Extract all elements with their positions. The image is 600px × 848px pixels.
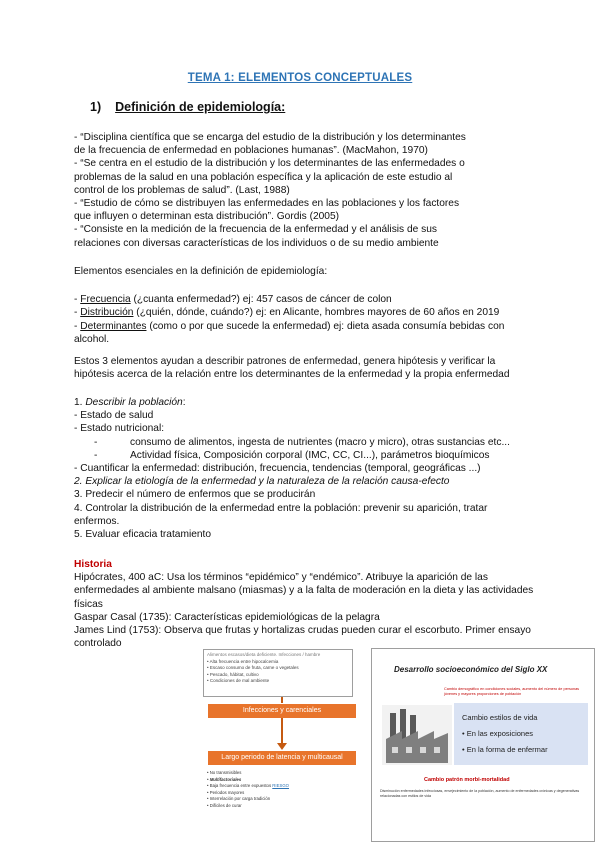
arrow-line — [281, 718, 283, 744]
diagram-bottom-list: • No transmisibles • Multifactoriales • Baja frecuencia entre expuestos RIESGO • Periodos mayores • Interrelación por carga tradición • Difíciles de curar — [207, 770, 290, 808]
morbidity-change-label: Cambio patrón morbi-mortalidad — [424, 777, 510, 783]
step-1: 1. Describir la población: — [74, 397, 186, 408]
history-line: físicas — [74, 598, 103, 610]
diagram-left-top-box: Alimentos escasos/dieta deficiente. Infecciones / hambre • Alta frecuencia entre hipocalcemia • Escaso consumo de fruta, carne o vegetales • Pescado, hábitat, cultivo • Condiciones de mal ambiente — [203, 649, 353, 697]
epidemiology-transition-diagram — [193, 646, 595, 842]
history-line: enfermedades al ambiente malsano (miasmas) y a la falta de moderación en la dieta y las actividades — [74, 585, 534, 597]
history-line: James Lind (1753): Observa que frutas y hortalizas crudas pueden curar el escorbuto. Primer ensayo — [74, 625, 531, 637]
step-bullet: - Estado de salud — [74, 410, 154, 422]
history-heading: Historia — [74, 559, 112, 570]
page-title: TEMA 1: ELEMENTOS CONCEPTUALES — [187, 72, 413, 84]
elements-continuation: alcohol. — [74, 333, 110, 345]
step-bullet: - Estado nutricional: — [74, 423, 165, 435]
summary-block — [74, 355, 534, 381]
definition-line: - “Disciplina científica que se encarga del estudio de la distribución y los determinantes — [74, 132, 466, 143]
summary-line: hipótesis acerca de la relación entre los determinantes de la enfermedad y la propia enfermedad — [74, 369, 510, 381]
factory-icon — [382, 705, 452, 765]
orange-banner-top: Infecciones y carenciales — [208, 704, 356, 718]
history-block — [74, 558, 534, 650]
step-3: 3. Predecir el número de enfermos que se producirán — [74, 489, 316, 501]
definitions-block — [74, 131, 529, 250]
section-heading — [90, 100, 285, 114]
definition-line: relaciones con diversas características de los individuos o de su medio ambiente — [74, 237, 439, 249]
definition-line: control de los problemas de salud”. (Last, 1988) — [74, 184, 290, 196]
right-box-title: Desarrollo socioeconómico del Siglo XX — [394, 665, 548, 674]
step-4: 4. Controlar la distribución de la enfermedad entre la población: prevenir su aparición, tratar — [74, 502, 488, 514]
riesgo-label: RIESGO — [272, 783, 290, 788]
history-line: Hipócrates, 400 aC: Usa los términos “epidémico” y “endémico”. Atribuye la aparición de las — [74, 572, 488, 584]
history-line: Gaspar Casal (1735): Características epidemiológicas de la pelagra — [74, 611, 380, 623]
right-box-note: Cambio demográfico en condiciones sociales, aumento del número de personas jóvenes y mayores proporciones de población — [444, 687, 580, 696]
diagram-right-box — [371, 648, 595, 842]
element-distribution: - Distribución (¿quién, dónde, cuándo?) ej: en Alicante, hombres mayores de 60 años en 2019 — [74, 307, 500, 319]
step-subbullet: - Actividad física, Composición corporal (IMC, CC, CI...), parámetros bioquímicos — [94, 449, 490, 461]
elements-intro: Elementos esenciales en la definición de epidemiología: — [74, 266, 328, 277]
section-number: 1) — [90, 100, 102, 114]
step-bullet: - Cuantificar la enfermedad: distribución, frecuencia, tendencias (temporal, geográficas ...) — [74, 463, 481, 475]
definition-line: que influyen o determinan esta distribución”. Gordis (2005) — [74, 211, 340, 223]
step-2: 2. Explicar la etiología de la enfermedad y la naturaleza de la relación causa-efecto — [74, 476, 450, 488]
arrow-down-icon — [277, 743, 287, 750]
arrow-line — [281, 697, 283, 703]
history-line: controlado — [74, 638, 122, 650]
element-frequency: - Frecuencia (¿cuanta enfermedad?) ej: 457 casos de cáncer de colon — [74, 294, 392, 306]
definition-line: problemas de la salud en una población específica y la aplicación de este estudio al — [74, 171, 453, 183]
orange-banner-bottom: Largo periodo de latencia y multicausal — [208, 751, 356, 765]
elements-block — [74, 265, 529, 346]
definition-line: - “Consiste en la medición de la frecuencia de la enfermedad y el análisis de sus — [74, 224, 437, 236]
right-box-footnote: Disminución enfermedades infecciosas, envejecimiento de la población, aumento de enfermedades crónicas y degenerativas relacionadas con estilos de vida — [380, 789, 580, 798]
definition-line: - “Estudio de cómo se distribuyen las enfermedades en las poblaciones y los factores — [74, 198, 460, 210]
definition-line: de la frecuencia de enfermedad en poblaciones humanas”. (MacMahon, 1970) — [74, 145, 428, 157]
steps-block — [74, 396, 534, 541]
step-4-cont: enfermos. — [74, 515, 120, 527]
step-subbullet: - consumo de alimentos, ingesta de nutrientes (macro y micro), otras sustancias etc... — [94, 436, 510, 448]
summary-line: Estos 3 elementos ayudan a describir patrones de enfermedad, genera hipótesis y verificar la — [74, 356, 496, 367]
definition-line: - “Se centra en el estudio de la distribución y los determinantes de las enfermedades o — [74, 158, 465, 170]
section-title: Definición de epidemiología: — [115, 100, 286, 114]
step-5: 5. Evaluar eficacia tratamiento — [74, 529, 212, 541]
lifestyle-change-box: Cambio estilos de vida • En las exposiciones • En la forma de enfermar — [454, 703, 588, 765]
element-determinants: - Determinantes (como o por que sucede la enfermedad) ej: dieta asada consumía bebidas con — [74, 320, 505, 332]
